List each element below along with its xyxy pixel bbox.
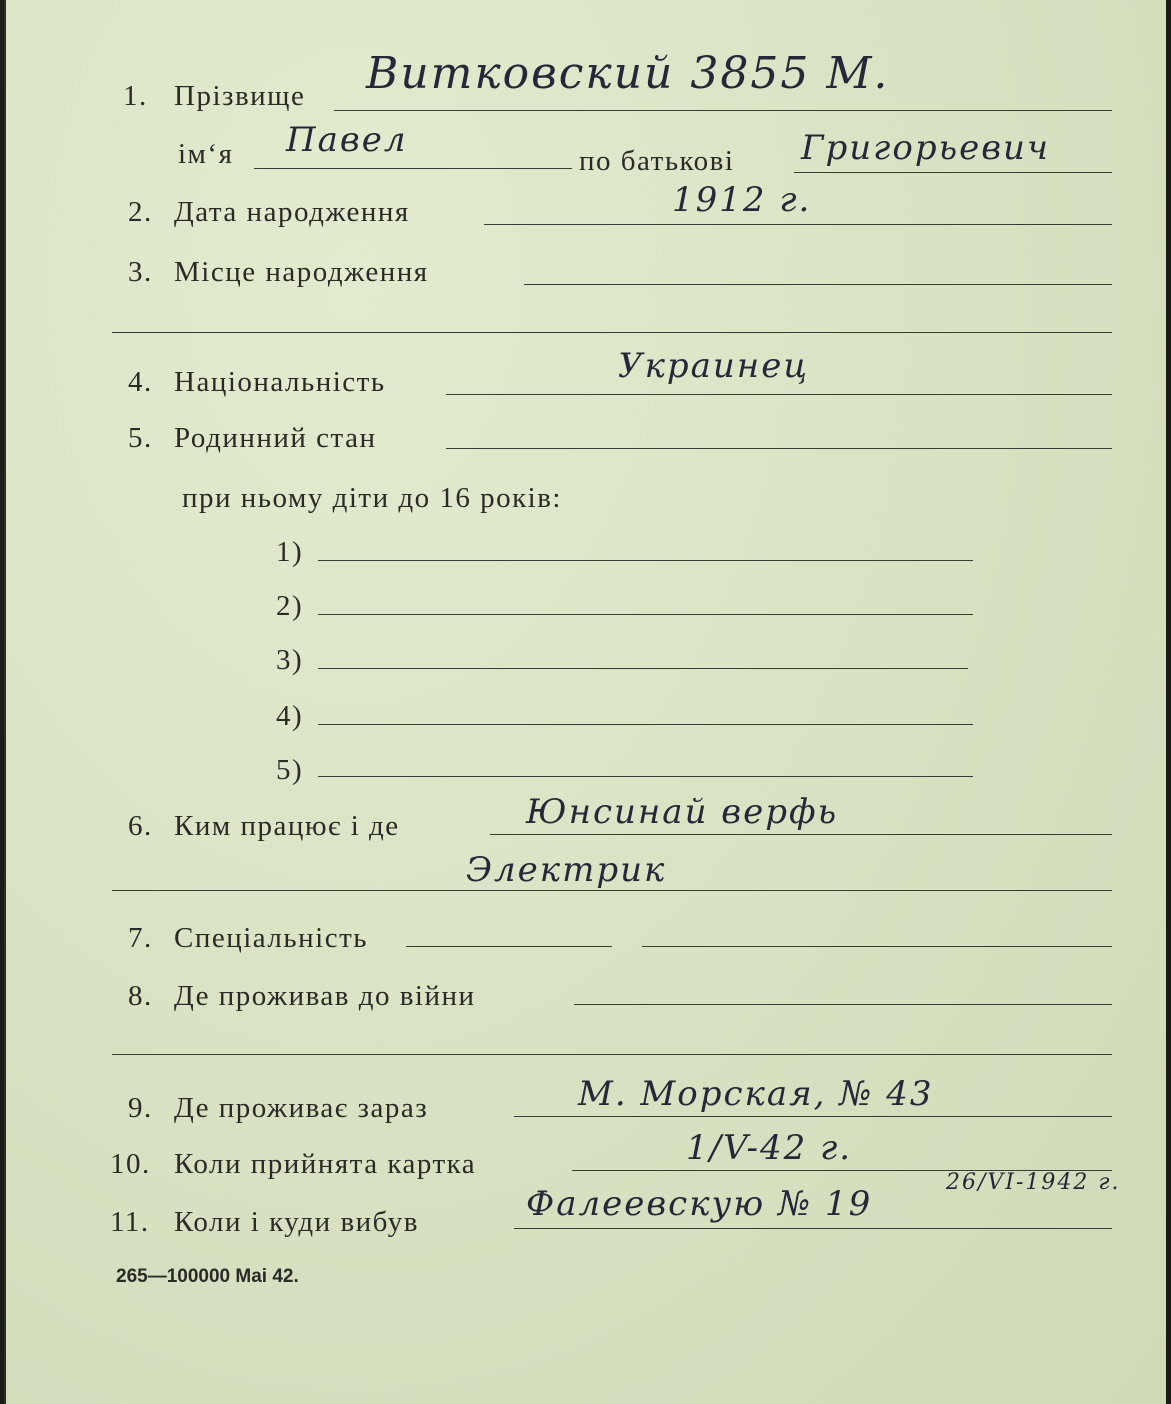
- patronymic-line: [794, 172, 1112, 173]
- field-4-number: 4.: [128, 366, 153, 398]
- prewar-residence-label: Де проживав до війни: [174, 980, 476, 1012]
- patronymic-label: по батькові: [579, 145, 735, 177]
- registration-card: [4, 0, 1166, 1404]
- current-residence-label: Де проживає зараз: [174, 1092, 429, 1124]
- field-11-number: 11.: [110, 1206, 150, 1238]
- print-code: 265—100000 Mai 42.: [116, 1266, 299, 1287]
- child-1-line[interactable]: [318, 560, 973, 561]
- child-4-line[interactable]: [318, 724, 973, 725]
- marital-status-line: [446, 448, 1112, 449]
- departure-line: [514, 1228, 1112, 1229]
- workplace-value-2[interactable]: Электрик: [466, 850, 667, 890]
- specialty-label: Спеціальність: [174, 922, 368, 954]
- birth-date-value[interactable]: 1912 г.: [672, 180, 812, 220]
- first-name-value[interactable]: Павел: [286, 120, 408, 160]
- field-2-number: 2.: [128, 196, 153, 228]
- child-2-number: 2): [276, 590, 304, 622]
- first-name-line: [254, 168, 572, 169]
- workplace-label: Ким працює і де: [174, 810, 400, 842]
- current-residence-value[interactable]: М. Морская, № 43: [578, 1074, 934, 1114]
- field-7-number: 7.: [128, 922, 153, 954]
- nationality-value[interactable]: Украинец: [618, 346, 810, 386]
- specialty-line: [406, 946, 612, 947]
- child-1-number: 1): [276, 536, 304, 568]
- field-9-number: 9.: [128, 1092, 153, 1124]
- child-5-number: 5): [276, 754, 304, 786]
- field-10-number: 10.: [110, 1148, 151, 1180]
- field-1-number: 1.: [123, 80, 148, 112]
- specialty-line-2: [642, 946, 1112, 947]
- surname-label: Прізвище: [174, 80, 306, 112]
- surname-line: [334, 110, 1112, 111]
- birth-place-label: Місце народження: [174, 256, 429, 288]
- card-accepted-value[interactable]: 1/V-42 г.: [686, 1128, 853, 1168]
- field-3-number: 3.: [128, 256, 153, 288]
- marital-status-label: Родинний стан: [174, 422, 377, 454]
- first-name-label: ім‘я: [178, 138, 234, 170]
- birth-date-line: [484, 224, 1112, 225]
- birth-place-line-2: [112, 332, 1112, 333]
- workplace-line-2: [112, 890, 1112, 891]
- child-3-number: 3): [276, 644, 304, 676]
- workplace-line: [490, 834, 1112, 835]
- nationality-label: Національність: [174, 366, 386, 398]
- field-8-number: 8.: [128, 980, 153, 1012]
- prewar-residence-line: [574, 1004, 1112, 1005]
- child-2-line[interactable]: [318, 614, 973, 615]
- current-residence-line: [514, 1116, 1112, 1117]
- field-5-number: 5.: [128, 422, 153, 454]
- nationality-line: [446, 394, 1112, 395]
- card-accepted-label: Коли прийнята картка: [174, 1148, 477, 1180]
- workplace-value[interactable]: Юнсинай верфь: [526, 792, 839, 832]
- children-label: при ньому діти до 16 років:: [182, 482, 562, 514]
- child-5-line[interactable]: [318, 776, 973, 777]
- birth-place-line: [524, 284, 1112, 285]
- birth-date-label: Дата народження: [174, 196, 410, 228]
- field-6-number: 6.: [128, 810, 153, 842]
- departure-value[interactable]: Фалеевскую № 19: [526, 1184, 873, 1224]
- prewar-residence-line-2: [112, 1054, 1112, 1055]
- departure-date-value[interactable]: 26/VI-1942 г.: [946, 1170, 1121, 1195]
- surname-value[interactable]: Витковский 3855 М.: [366, 48, 890, 99]
- patronymic-value[interactable]: Григорьевич: [801, 128, 1051, 168]
- child-3-line[interactable]: [318, 668, 968, 669]
- child-4-number: 4): [276, 700, 304, 732]
- departure-label: Коли і куди вибув: [174, 1206, 419, 1238]
